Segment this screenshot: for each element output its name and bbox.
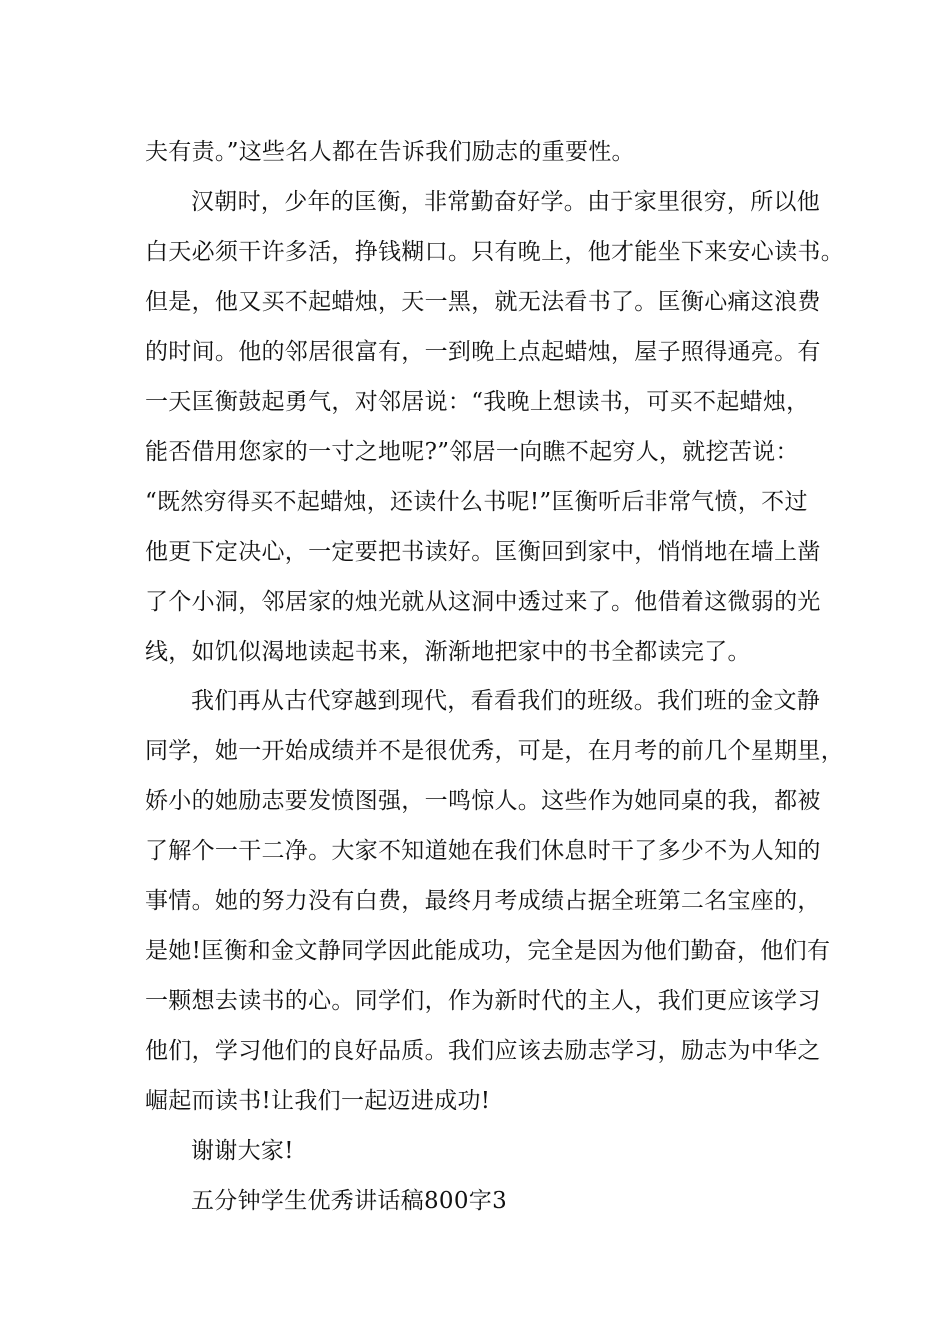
paragraph-line: 崛起而读书!让我们一起迈进成功! bbox=[145, 1088, 491, 1114]
paragraph-line: 线，如饥似渴地读起书来，渐渐地把家中的书全都读完了。 bbox=[145, 639, 751, 665]
paragraph-line: 汉朝时，少年的匡衡，非常勤奋好学。由于家里很穷，所以他 bbox=[191, 189, 821, 215]
paragraph-line: 他们，学习他们的良好品质。我们应该去励志学习，励志为中华之 bbox=[145, 1038, 821, 1064]
paragraph-line: 同学，她一开始成绩并不是很优秀，可是，在月考的前几个星期里， bbox=[145, 738, 844, 764]
paragraph-line: 一颗想去读书的心。同学们，作为新时代的主人，我们更应该学习 bbox=[145, 988, 821, 1014]
paragraph-line: 一天匡衡鼓起勇气，对邻居说：“我晚上想读书，可买不起蜡烛， bbox=[145, 389, 810, 415]
closing-line: 谢谢大家! bbox=[191, 1138, 294, 1164]
paragraph-line: 但是，他又买不起蜡烛，天一黑，就无法看书了。匡衡心痛这浪费 bbox=[145, 289, 821, 315]
section-heading: 五分钟学生优秀讲话稿800字3 bbox=[191, 1188, 508, 1214]
paragraph-line: 了个小洞，邻居家的烛光就从这洞中透过来了。他借着这微弱的光 bbox=[145, 589, 821, 615]
paragraph-line: 夫有责。”这些名人都在告诉我们励志的重要性。 bbox=[145, 139, 635, 165]
paragraph-line: 白天必须干许多活，挣钱糊口。只有晚上，他才能坐下来安心读书。 bbox=[145, 239, 844, 265]
paragraph-line: 的时间。他的邻居很富有，一到晚上点起蜡烛，屋子照得通亮。有 bbox=[145, 339, 821, 365]
paragraph-line: 他更下定决心，一定要把书读好。匡衡回到家中，悄悄地在墙上凿 bbox=[145, 539, 821, 565]
paragraph-line: 我们再从古代穿越到现代，看看我们的班级。我们班的金文静 bbox=[191, 688, 821, 714]
paragraph-line: 娇小的她励志要发愤图强，一鸣惊人。这些作为她同桌的我，都被 bbox=[145, 788, 821, 814]
paragraph-line: 是她!匡衡和金文静同学因此能成功，完全是因为他们勤奋，他们有 bbox=[145, 938, 831, 964]
paragraph-line: “既然穷得买不起蜡烛，还读什么书呢!”匡衡听后非常气愤，不过 bbox=[145, 489, 808, 515]
paragraph-line: 了解个一干二净。大家不知道她在我们休息时干了多少不为人知的 bbox=[145, 838, 821, 864]
paragraph-line: 能否借用您家的一寸之地呢?”邻居一向瞧不起穷人，就挖苦说： bbox=[145, 439, 799, 465]
paragraph-line: 事情。她的努力没有白费，最终月考成绩占据全班第二名宝座的， bbox=[145, 888, 821, 914]
